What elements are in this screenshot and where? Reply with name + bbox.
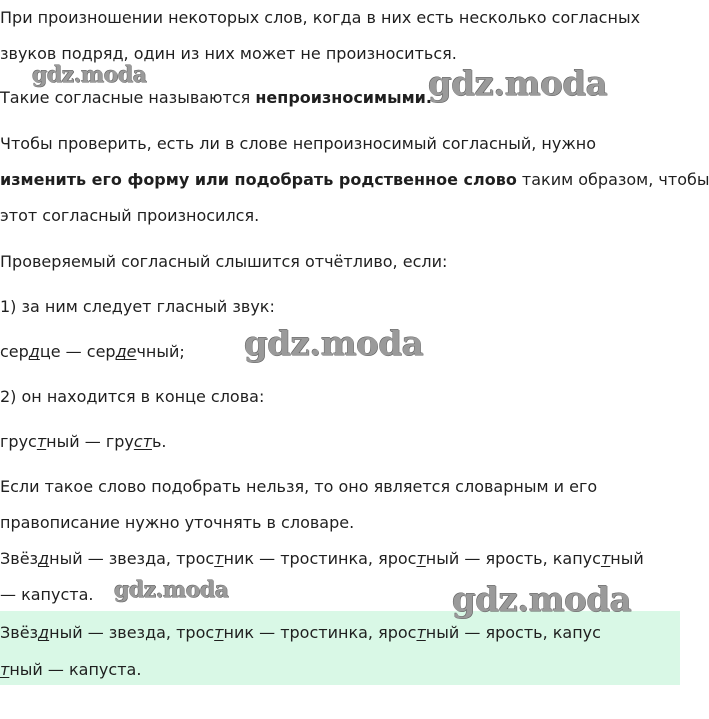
example-text: грус bbox=[0, 432, 37, 451]
example-2 bbox=[0, 432, 167, 452]
example-letter: т bbox=[600, 549, 611, 568]
condition-1: 1) за ним следует гласный звук: bbox=[0, 297, 275, 316]
watermark-logo: gdz.moda bbox=[452, 580, 632, 620]
example-text: ный — капуста. bbox=[9, 660, 142, 679]
paragraph-check-line2 bbox=[0, 170, 709, 190]
example-letter: т bbox=[416, 549, 426, 568]
example-letter: т bbox=[214, 623, 224, 642]
example-text: ный — звезда, трос bbox=[49, 549, 215, 568]
example-text: ный — гру bbox=[46, 432, 134, 451]
definition-text: Такие согласные называются bbox=[0, 88, 256, 107]
example-1 bbox=[0, 342, 185, 362]
example-3-line2: — капуста. bbox=[0, 585, 94, 604]
watermark-logo: gdz.moda bbox=[428, 64, 608, 104]
paragraph-dictionary-line1: Если такое слово подобрать нельзя, то оно является словарным и его bbox=[0, 477, 598, 496]
example-4-line2 bbox=[0, 660, 141, 680]
watermark-logo: gdz.moda bbox=[244, 324, 424, 364]
condition-2: 2) он находится в конце слова: bbox=[0, 387, 265, 406]
example-text: Звёз bbox=[0, 623, 39, 642]
example-3-line1 bbox=[0, 549, 644, 569]
example-letter: ст bbox=[133, 432, 152, 451]
paragraph-intro-line2: звуков подряд, один из них может не произноситься. bbox=[0, 44, 457, 63]
example-text: ник — тростинка, ярос bbox=[223, 549, 417, 568]
paragraph-conditions: Проверяемый согласный слышится отчётливо, если: bbox=[0, 252, 448, 271]
example-text: чный; bbox=[136, 342, 185, 361]
paragraph-check-line3: этот согласный произносился. bbox=[0, 206, 260, 225]
example-letter: т bbox=[214, 549, 224, 568]
example-text: ный — ярость, капус bbox=[425, 623, 601, 642]
example-text: це — сер bbox=[39, 342, 116, 361]
paragraph-dictionary-line2: правописание нужно уточнять в словаре. bbox=[0, 513, 355, 532]
example-text: сер bbox=[0, 342, 29, 361]
example-text: Звёз bbox=[0, 549, 39, 568]
example-letter: т bbox=[416, 623, 426, 642]
example-4-line1 bbox=[0, 623, 601, 643]
example-letter: д bbox=[38, 623, 50, 642]
example-letter: т bbox=[0, 660, 10, 679]
definition-term: непроизносимыми. bbox=[255, 88, 432, 107]
example-text: ь. bbox=[151, 432, 167, 451]
paragraph-definition bbox=[0, 88, 432, 108]
example-letter: д bbox=[38, 549, 50, 568]
example-text: ник — тростинка, ярос bbox=[223, 623, 417, 642]
example-text: ный bbox=[610, 549, 644, 568]
paragraph-check-line1: Чтобы проверить, есть ли в слове непроизносимый согласный, нужно bbox=[0, 134, 597, 153]
paragraph-intro-line1: При произношении некоторых слов, когда в них есть несколько согласных bbox=[0, 8, 641, 27]
check-rule-bold: изменить его форму или подобрать родственное слово bbox=[0, 170, 517, 189]
example-text: ный — звезда, трос bbox=[49, 623, 215, 642]
example-letter: т bbox=[36, 432, 47, 451]
example-letter: де bbox=[115, 342, 137, 361]
watermark-logo: gdz.moda bbox=[32, 62, 147, 88]
check-rule-rest: таким образом, чтобы bbox=[516, 170, 709, 189]
example-letter: д bbox=[28, 342, 40, 361]
watermark-logo: gdz.moda bbox=[114, 577, 229, 603]
example-text: ный — ярость, капус bbox=[425, 549, 601, 568]
